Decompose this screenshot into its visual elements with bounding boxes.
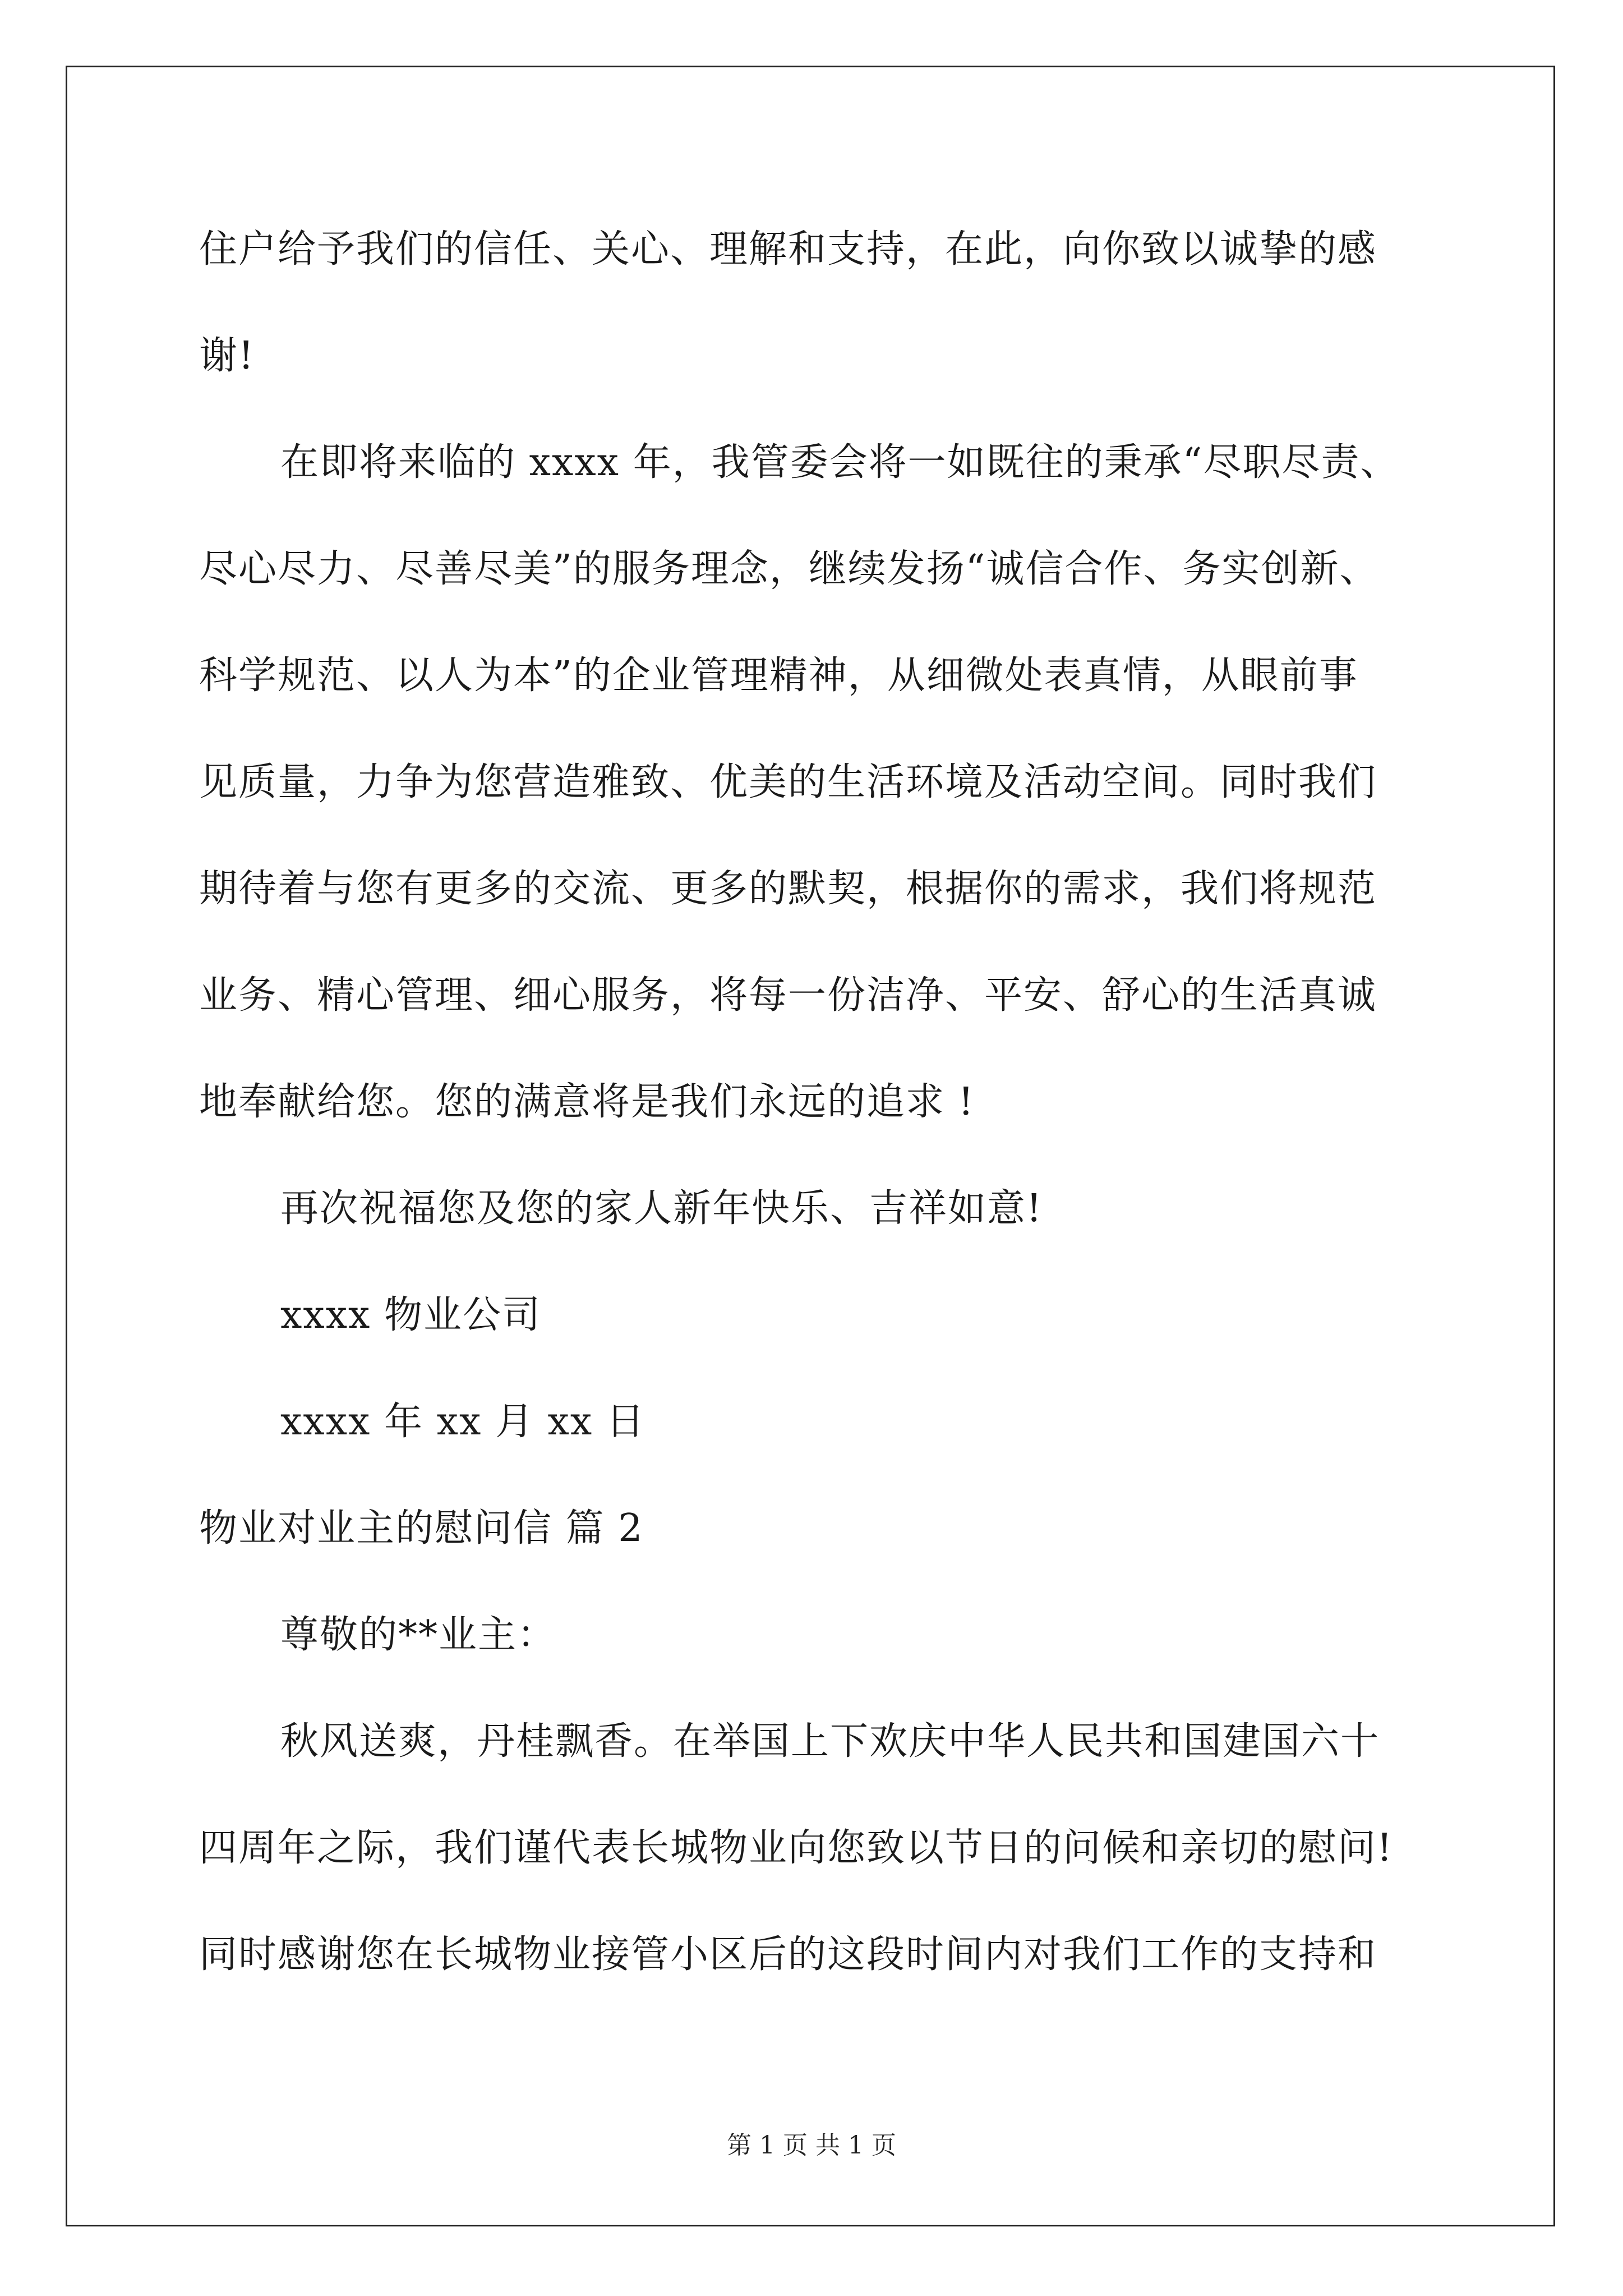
body-text-line: 秋风送爽，丹桂飘香。在举国上下欢庆中华人民共和国建国六十 — [280, 1719, 1380, 1764]
body-text-line: 科学规范、以人为本”的企业管理精神，从细微处表真情，从眼前事 — [199, 654, 1358, 698]
body-text-line: 住户给予我们的信任、关心、理解和支持，在此，向你致以诚挚的感 — [199, 227, 1377, 272]
signature-date: xxxx 年 xx 月 xx 日 — [280, 1400, 645, 1444]
body-text-line: 期待着与您有更多的交流、更多的默契，根据你的需求，我们将规范 — [199, 867, 1377, 911]
page-footer: 第 1 页 共 1 页 — [727, 2131, 896, 2160]
body-text-line: 地奉献给您。您的满意将是我们永远的追求 ! — [199, 1080, 975, 1124]
body-text-line: 谢! — [199, 334, 255, 378]
body-text-line: 在即将来临的 xxxx 年，我管委会将一如既往的秉承“尽职尽责、 — [280, 440, 1400, 485]
body-text-line: 业务、精心管理、细心服务，将每一份洁净、平安、舒心的生活真诚 — [199, 973, 1377, 1018]
greeting-line: 再次祝福您及您的家人新年快乐、吉祥如意! — [280, 1186, 1043, 1231]
body-text-line: 见质量，力争为您营造雅致、优美的生活环境及活动空间。同时我们 — [199, 760, 1377, 804]
salutation: 尊敬的**业主： — [280, 1613, 557, 1657]
body-text-line: 四周年之际，我们谨代表长城物业向您致以节日的问候和亲切的慰问! — [199, 1826, 1394, 1870]
page-border — [66, 66, 1555, 2226]
section-heading: 物业对业主的慰问信 篇 2 — [199, 1506, 644, 1550]
body-text-line: 同时感谢您在长城物业接管小区后的这段时间内对我们工作的支持和 — [199, 1932, 1377, 1977]
signature-company: xxxx 物业公司 — [280, 1293, 542, 1337]
body-text-line: 尽心尽力、尽善尽美”的服务理念，继续发扬“诚信合作、务实创新、 — [199, 547, 1379, 591]
